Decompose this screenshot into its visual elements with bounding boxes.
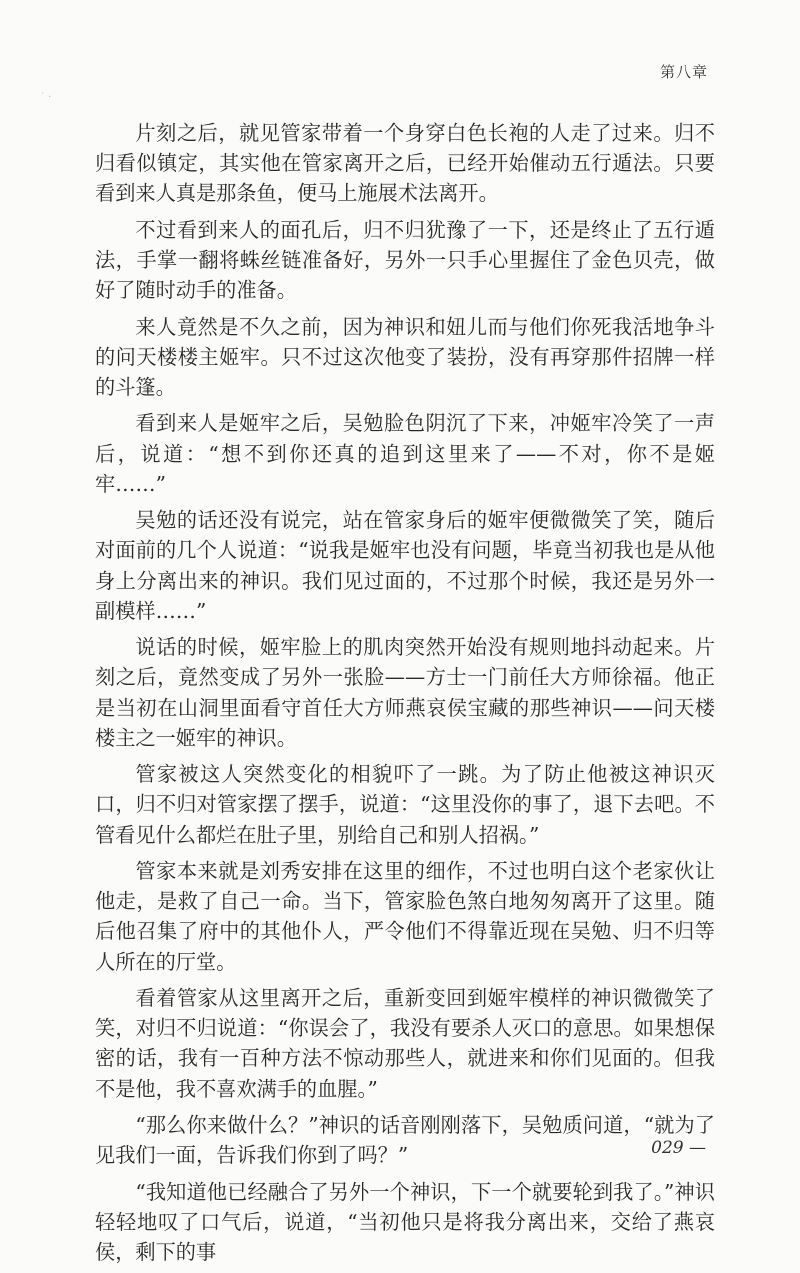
paragraph: 管家被这人突然变化的相貌吓了一跳。为了防止他被这神识灭口，归不归对管家摆了摆手，说道：“这里没你的事了，退下去吧。不管看见什么都烂在肚子里，别给自己和别人招祸。”	[95, 762, 715, 847]
paragraph: 不过看到来人的面孔后，归不归犹豫了一下，还是终止了五行遁法，手掌一翻将蛛丝链准备好，另外一只手心里握住了金色贝壳，做好了随时动手的准备。	[95, 217, 715, 303]
paragraph: 管家本来就是刘秀安排在这里的细作，不过也明白这个老家伙让他走，是救了自己一命。当下，管家脸色煞白地匆匆离开了这里。随后他召集了府中的其他仆人，严令他们不得靠近现在吴勉、归不归等人所在的厅堂。	[95, 858, 715, 974]
paragraph: 说话的时候，姬牢脸上的肌肉突然开始没有规则地抖动起来。片刻之后，竟然变成了另外一张脸——方士一门前任大方师徐福。他正是当初在山洞里面看守首任大方师燕哀侯宝藏的那些神识——问天楼楼主之一姬牢的神识。	[95, 635, 715, 750]
paragraph: “那么你来做什么？”神识的话音刚刚落下，吴勉质问道，“就为了见我们一面，告诉我们你到了吗？”	[95, 1112, 715, 1168]
paragraph: 片刻之后，就见管家带着一个身穿白色长袍的人走了过来。归不归看似镇定，其实他在管家离开之后，已经开始催动五行遁法。只要看到来人真是那条鱼，便马上施展术法离开。	[95, 121, 715, 206]
page-number: 029 —	[651, 1138, 706, 1158]
paragraph: 看着管家从这里离开之后，重新变回到姬牢模样的神识微微笑了笑，对归不归说道：“你误会了，我没有要杀人灭口的意思。如果想保密的话，我有一百种方法不惊动那些人，就进来和你们见面的。但我不是他，我不喜欢满手的血腥。”	[95, 985, 715, 1101]
body-text	[95, 118, 715, 1273]
paragraph: 吴勉的话还没有说完，站在管家身后的姬牢便微微笑了笑，随后对面前的几个人说道：“说我是姬牢也没有问题，毕竟当初我也是从他身上分离出来的神识。我们见过面的，不过那个时候，我还是另外一副模样……”	[95, 508, 715, 623]
paragraph: 来人竟然是不久之前，因为神识和妞儿而与他们你死我活地争斗的问天楼楼主姬牢。只不过这次他变了装扮，没有再穿那件招牌一样的斗篷。	[95, 314, 715, 399]
scan-smudge: ˙ ·	[40, 92, 52, 103]
paragraph: “我知道他已经融合了另外一个神识，下一个就要轮到我了。”神识轻轻地叹了口气后，说道，“当初他只是将我分离出来，交给了燕哀侯，剩下的事	[95, 1179, 715, 1264]
paragraph: 看到来人是姬牢之后，吴勉脸色阴沉了下来，冲姬牢冷笑了一声后，说道：“想不到你还真的追到这里来了——不对，你不是姬牢……”	[95, 411, 715, 496]
chapter-header: 第八章	[659, 63, 708, 81]
